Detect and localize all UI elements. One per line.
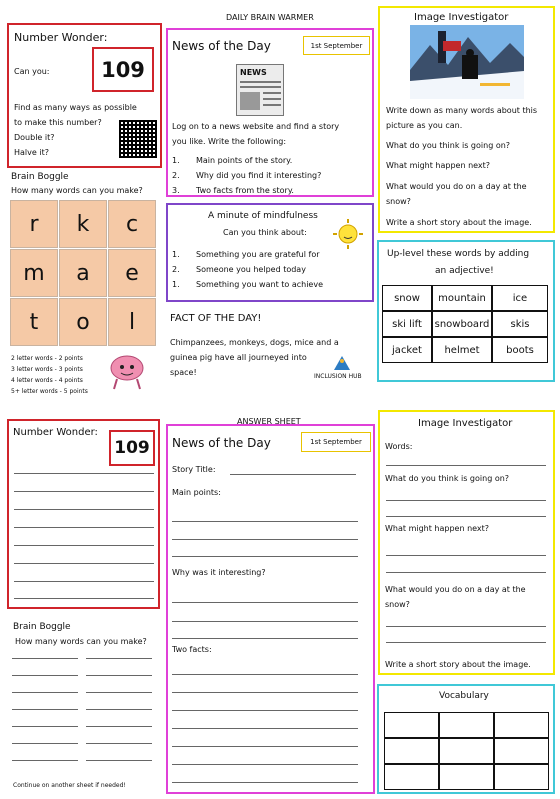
answer-line[interactable] [86, 692, 152, 693]
boggle-tile: r [10, 200, 58, 248]
answer-line[interactable] [172, 746, 358, 747]
boggle-tile: e [108, 249, 156, 297]
answer-news-date: 1st September [301, 432, 371, 452]
investigator-line-5: What would you do on a day at the [386, 182, 527, 191]
mind-item-2: Someone you helped today [196, 265, 306, 274]
answer-line[interactable] [86, 658, 152, 659]
boggle-tile: o [59, 298, 107, 346]
newspaper-icon [236, 64, 284, 116]
mind-item-1: Something you are grateful for [196, 250, 320, 259]
answer-investigator-heading: Image Investigator [418, 418, 513, 429]
news-item-2: Why did you find it interesting? [196, 171, 322, 180]
mind-item-2-num: 2. [172, 265, 180, 274]
answer-line[interactable] [386, 642, 546, 643]
answer-line[interactable] [14, 598, 154, 599]
news-intro-2: you like. Write the following: [172, 137, 287, 146]
mindfulness-sub: Can you think about: [223, 228, 307, 237]
uplevel-panel [377, 240, 555, 382]
uplevel-heading-2: an adjective! [435, 266, 494, 276]
instruction-4: Halve it? [14, 148, 49, 157]
news-intro-1: Log on to a news website and find a story [172, 122, 340, 131]
answer-line[interactable] [172, 692, 358, 693]
vocabulary-cell[interactable] [494, 738, 549, 764]
vocabulary-cell[interactable] [439, 738, 494, 764]
points-1: 2 letter words - 2 points [11, 355, 83, 362]
answer-line[interactable] [12, 675, 78, 676]
answer-line[interactable] [86, 675, 152, 676]
answer-line[interactable] [14, 545, 154, 546]
uplevel-word-cell: skis [492, 311, 548, 337]
news-item-2-num: 2. [172, 171, 180, 180]
target-number-box: 109 [92, 47, 154, 92]
answer-line[interactable] [172, 782, 358, 783]
vocabulary-cell[interactable] [384, 738, 439, 764]
answer-line[interactable] [12, 760, 78, 761]
words-label: Words: [385, 442, 413, 451]
worksheet-title: DAILY BRAIN WARMER [226, 13, 314, 22]
boggle-tile: k [59, 200, 107, 248]
story-title-label: Story Title: [172, 465, 216, 474]
boggle-tile: t [10, 298, 58, 346]
news-item-3: Two facts from the story. [196, 186, 294, 195]
investigator-panel [378, 6, 555, 233]
boggle-question: How many words can you make? [11, 186, 143, 195]
fact-heading: FACT OF THE DAY! [170, 313, 262, 324]
inclusion-hub-logo-icon [332, 355, 352, 371]
vocabulary-cell[interactable] [439, 764, 494, 790]
answer-line[interactable] [172, 621, 358, 622]
uplevel-word-cell: helmet [432, 337, 492, 363]
answer-line[interactable] [386, 626, 546, 627]
uplevel-word-cell: jacket [382, 337, 432, 363]
answer-line[interactable] [14, 563, 154, 564]
instruction-3: Double it? [14, 133, 55, 142]
q3-label-1: What would you do on a day at the [385, 585, 526, 594]
answer-line[interactable] [86, 743, 152, 744]
number-wonder-heading: Number Wonder: [14, 31, 108, 44]
investigator-line-2: picture as you can. [386, 121, 463, 130]
answer-number-wonder-panel [7, 419, 160, 609]
answer-news-panel [166, 424, 375, 794]
uplevel-word-cell: ski lift [382, 311, 432, 337]
investigator-line-6: snow? [386, 197, 411, 206]
answer-investigator-panel [378, 410, 555, 675]
mind-item-1-num: 1. [172, 250, 180, 259]
fact-line-1: Chimpanzees, monkeys, dogs, mice and a [170, 338, 339, 347]
uplevel-word-cell: snow [382, 285, 432, 311]
points-4: 5+ letter words - 5 points [11, 388, 88, 395]
number-wonder-prompt: Can you: [14, 67, 50, 76]
brain-mascot-icon [104, 350, 150, 392]
uplevel-word-grid [382, 285, 550, 363]
instruction-2: to make this number? [14, 118, 102, 127]
boggle-heading: Brain Boggle [11, 172, 69, 182]
answer-line[interactable] [12, 692, 78, 693]
vocabulary-heading: Vocabulary [439, 691, 489, 701]
answer-line[interactable] [12, 743, 78, 744]
answer-line[interactable] [386, 516, 546, 517]
answer-line[interactable] [14, 491, 154, 492]
answer-boggle-heading: Brain Boggle [13, 622, 71, 632]
news-heading: News of the Day [172, 39, 271, 53]
investigator-line-4: What might happen next? [386, 161, 491, 170]
vocabulary-cell[interactable] [384, 764, 439, 790]
uplevel-heading-1: Up-level these words by adding [387, 249, 530, 259]
mindfulness-panel [166, 203, 374, 302]
boggle-tile: a [59, 249, 107, 297]
vocabulary-grid [384, 712, 549, 792]
q3-label-2: snow? [385, 600, 410, 609]
answer-line[interactable] [14, 473, 154, 474]
answer-line[interactable] [172, 638, 358, 639]
answer-news-heading: News of the Day [172, 436, 271, 450]
answer-line[interactable] [86, 760, 152, 761]
answer-boggle-question: How many words can you make? [15, 637, 147, 646]
boggle-tile: l [108, 298, 156, 346]
answer-line[interactable] [172, 728, 358, 729]
answer-line[interactable] [12, 709, 78, 710]
uplevel-word-cell: snowboard [432, 311, 492, 337]
answer-line[interactable] [14, 581, 154, 582]
answer-line[interactable] [12, 726, 78, 727]
answer-target-number-box: 109 [109, 430, 155, 466]
q1-label: What do you think is going on? [385, 474, 510, 483]
points-2: 3 letter words - 3 points [11, 366, 83, 373]
investigator-line-3: What do you think is going on? [386, 141, 511, 150]
answer-line[interactable] [86, 709, 152, 710]
news-item-3-num: 3. [172, 186, 180, 195]
vocabulary-panel [377, 684, 555, 794]
q2-label: What might happen next? [385, 524, 490, 533]
vocabulary-cell[interactable] [494, 764, 549, 790]
investigator-line-1: Write down as many words about this [386, 106, 538, 115]
mind-item-3: Something you want to achieve [196, 280, 323, 289]
inclusion-hub-label: INCLUSION HUB [314, 373, 362, 380]
answer-line[interactable] [386, 500, 546, 501]
answer-line[interactable] [172, 764, 358, 765]
answer-line[interactable] [386, 465, 546, 466]
q4-label: Write a short story about the image. [385, 660, 531, 669]
uplevel-word-cell: mountain [432, 285, 492, 311]
answer-line[interactable] [386, 555, 546, 556]
answer-line[interactable] [86, 726, 152, 727]
boggle-grid [10, 200, 158, 346]
vocabulary-cell[interactable] [439, 712, 494, 738]
continue-note: Continue on another sheet if needed! [13, 782, 126, 789]
qr-code-icon [119, 120, 157, 158]
news-item-1-num: 1. [172, 156, 180, 165]
story-title-line[interactable] [230, 474, 356, 475]
uplevel-word-cell: ice [492, 285, 548, 311]
news-panel [166, 28, 374, 197]
answer-line[interactable] [12, 658, 78, 659]
sun-icon [332, 218, 364, 250]
snow-scene-picture [410, 25, 524, 99]
news-date: 1st September [303, 36, 370, 55]
answer-line[interactable] [14, 509, 154, 510]
vocabulary-cell[interactable] [494, 712, 549, 738]
answer-number-wonder-heading: Number Wonder: [13, 427, 98, 438]
answer-line[interactable] [386, 572, 546, 573]
answer-line[interactable] [172, 556, 358, 557]
answer-line[interactable] [172, 710, 358, 711]
investigator-line-7: Write a short story about the image. [386, 218, 532, 227]
newspaper-label: NEWS [240, 68, 267, 77]
news-item-1: Main points of the story. [196, 156, 293, 165]
investigator-heading: Image Investigator [414, 12, 509, 23]
boggle-tile: m [10, 249, 58, 297]
answer-sheet-title: ANSWER SHEET [237, 417, 301, 426]
vocabulary-cell[interactable] [384, 712, 439, 738]
mindfulness-heading: A minute of mindfulness [208, 211, 318, 221]
mind-item-3-num: 1. [172, 280, 180, 289]
answer-line[interactable] [172, 674, 358, 675]
answer-line[interactable] [172, 602, 358, 603]
why-label: Why was it interesting? [172, 568, 266, 577]
answer-line[interactable] [14, 527, 154, 528]
fact-line-3: space! [170, 368, 197, 377]
fact-line-2: guinea pig have all journeyed into [170, 353, 307, 362]
instruction-1: Find as many ways as possible [14, 103, 137, 112]
facts-label: Two facts: [172, 645, 212, 654]
answer-line[interactable] [172, 539, 358, 540]
main-points-label: Main points: [172, 488, 221, 497]
boggle-tile: c [108, 200, 156, 248]
answer-boggle-lines [12, 650, 154, 770]
uplevel-word-cell: boots [492, 337, 548, 363]
answer-line[interactable] [172, 521, 358, 522]
points-3: 4 letter words - 4 points [11, 377, 83, 384]
number-wonder-panel [7, 23, 162, 168]
